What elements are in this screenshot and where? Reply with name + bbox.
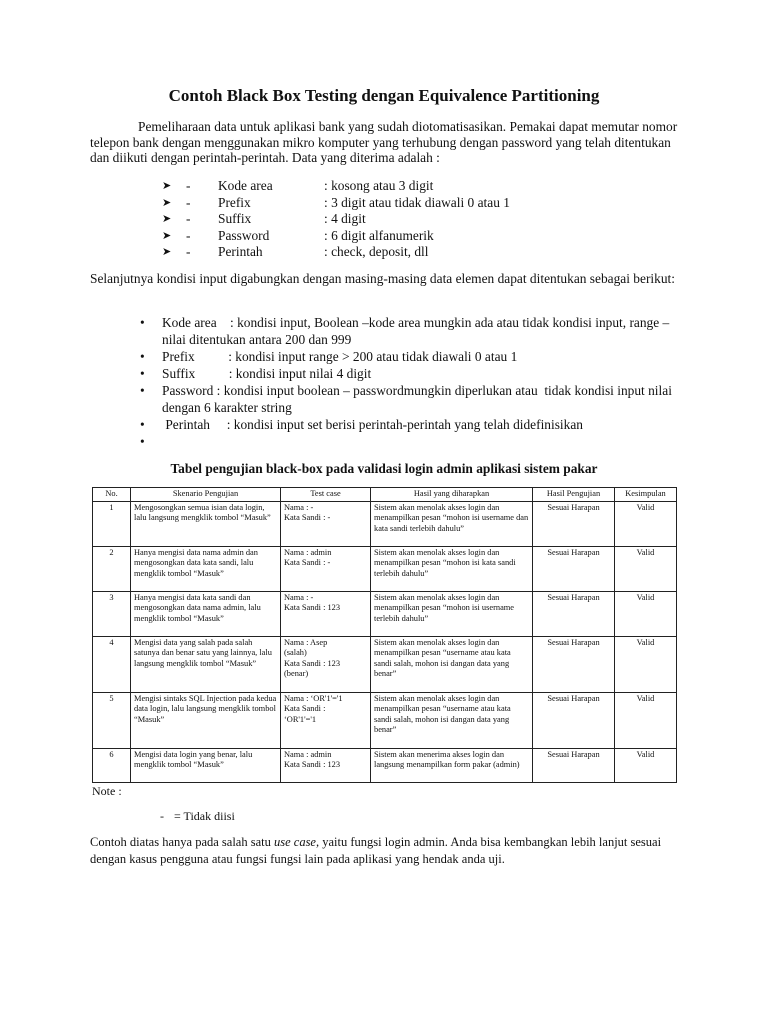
cell-hasil: Sesuai Harapan bbox=[533, 692, 615, 748]
note-label: Note : bbox=[92, 784, 122, 798]
arrow-bullet-icon: ➤ bbox=[162, 196, 172, 209]
cell-kesimpulan: Valid bbox=[615, 692, 677, 748]
item-key: Prefix bbox=[218, 194, 251, 210]
table-row bbox=[93, 591, 677, 636]
cell-harapan: Sistem akan menolak akses login dan menampilkan pesan “mohon isi username terlebih dahulu” bbox=[371, 591, 533, 636]
condition-text: Kode area : kondisi input, Boolean –kode area mungkin ada atau tidak kondisi input, range – nilai ditentukan antara 200 dan 999 bbox=[162, 315, 680, 347]
cell-skenario: Mengisi data login yang benar, lalu mengklik tombol “Masuk” bbox=[131, 748, 281, 782]
cell-hasil: Sesuai Harapan bbox=[533, 591, 615, 636]
cell-no: 6 bbox=[93, 748, 131, 782]
cell-skenario: Mengisi sintaks SQL Injection pada kedua data login, lalu langsung mengklik tombol “Masuk” bbox=[131, 692, 281, 748]
table-row bbox=[93, 748, 677, 782]
cell-harapan: Sistem akan menolak akses login dan menampilkan pesan “mohon isi kata sandi terlebih dahulu” bbox=[371, 546, 533, 591]
arrow-bullet-icon: ➤ bbox=[162, 213, 172, 226]
header-kesimpulan: Kesimpulan bbox=[615, 488, 677, 502]
cell-kesimpulan: Valid bbox=[615, 636, 677, 692]
item-value: : check, deposit, dll bbox=[324, 244, 429, 260]
item-dash: - bbox=[186, 211, 191, 227]
item-key: Password bbox=[218, 227, 270, 243]
item-dash: - bbox=[186, 194, 191, 210]
note-text: = Tidak diisi bbox=[174, 809, 235, 823]
cell-kesimpulan: Valid bbox=[615, 591, 677, 636]
conditions-intro-paragraph: Selanjutnya kondisi input digabungkan dengan masing-masing data elemen dapat ditentukan sebagai berikut: bbox=[90, 271, 675, 286]
closing-text-start: Contoh diatas hanya pada salah satu bbox=[90, 835, 274, 849]
intro-paragraph: Pemeliharaan data untuk aplikasi bank yang sudah diotomatisasikan. Pemakai dapat memutar nomor telepon bank dengan menggunakan mikro komputer yang terhubung dengan password yang telah ditentukan dan diikuti dengan perintah-perintah. Data yang diterima adalah : bbox=[90, 119, 678, 165]
cell-hasil: Sesuai Harapan bbox=[533, 546, 615, 591]
list-item bbox=[136, 433, 686, 450]
cell-test-case: Nama : Asep (salah) Kata Sandi : 123 (benar) bbox=[281, 636, 371, 692]
list-item bbox=[136, 416, 686, 433]
header-skenario: Skenario Pengujian bbox=[131, 488, 281, 502]
header-no: No. bbox=[93, 488, 131, 502]
condition-text: Perintah : kondisi input set berisi perintah-perintah yang telah didefinisikan bbox=[162, 417, 583, 432]
note-dash: - bbox=[160, 809, 164, 823]
closing-paragraph bbox=[90, 834, 680, 868]
table-row bbox=[93, 692, 677, 748]
arrow-bullet-icon: ➤ bbox=[162, 180, 172, 192]
cell-kesimpulan: Valid bbox=[615, 501, 677, 546]
header-harapan: Hasil yang diharapkan bbox=[371, 488, 533, 502]
cell-test-case: Nama : - Kata Sandi : 123 bbox=[281, 591, 371, 636]
table-row bbox=[93, 546, 677, 591]
closing-italic-term: use case, bbox=[273, 835, 320, 849]
page-title: Contoh Black Box Testing dengan Equivalence Partitioning bbox=[168, 86, 600, 105]
bullet-dot-icon: • bbox=[140, 417, 145, 432]
closing-text-end: yaitu fungsi login admin. Anda bisa kembangkan lebih lanjut sesuai dengan kasus pengguna atau fungsi fungsi lain pada aplikasi yang hendak anda uji. bbox=[90, 835, 662, 866]
cell-hasil: Sesuai Harapan bbox=[533, 501, 615, 546]
cell-skenario: Mengosongkan semua isian data login, lalu langsung mengklik tombol “Masuk” bbox=[131, 501, 281, 546]
cell-harapan: Sistem akan menerima akses login dan langsung menampilkan form pakar (admin) bbox=[371, 748, 533, 782]
condition-text: Prefix : kondisi input range > 200 atau tidak diawali 0 atau 1 bbox=[162, 349, 518, 364]
header-hasil: Hasil Pengujian bbox=[533, 488, 615, 502]
table-header-row bbox=[93, 488, 677, 502]
bullet-dot-icon: • bbox=[140, 434, 145, 449]
cell-hasil: Sesuai Harapan bbox=[533, 748, 615, 782]
item-value: : 6 digit alfanumerik bbox=[324, 227, 434, 243]
list-item bbox=[136, 365, 686, 382]
conditions-list bbox=[136, 314, 686, 450]
arrow-bullet-icon: ➤ bbox=[162, 246, 172, 259]
bullet-dot-icon: • bbox=[140, 383, 145, 398]
condition-text: Password : kondisi input boolean – passwordmungkin diperlukan atau tidak kondisi input nilai dengan 6 karakter string bbox=[162, 383, 676, 415]
cell-no: 1 bbox=[93, 501, 131, 546]
table-row bbox=[93, 636, 677, 692]
item-value: : 3 digit atau tidak diawali 0 atau 1 bbox=[324, 194, 510, 210]
cell-skenario: Mengisi data yang salah pada salah satunya dan benar satu yang lainnya, lalu langsung mengklik tombol “Masuk” bbox=[131, 636, 281, 692]
item-dash: - bbox=[186, 244, 191, 260]
cell-no: 4 bbox=[93, 636, 131, 692]
cell-harapan: Sistem akan menolak akses login dan menampilkan pesan “mohon isi username dan kata sandi terlebih dahulu” bbox=[371, 501, 533, 546]
cell-skenario: Hanya mengisi data kata sandi dan mengosongkan data nama admin, lalu mengklik tombol “Masuk” bbox=[131, 591, 281, 636]
cell-no: 5 bbox=[93, 692, 131, 748]
cell-test-case: Nama : admin Kata Sandi : - bbox=[281, 546, 371, 591]
bullet-dot-icon: • bbox=[140, 349, 145, 364]
cell-kesimpulan: Valid bbox=[615, 748, 677, 782]
item-dash: - bbox=[186, 178, 191, 193]
table-title: Tabel pengujian black-box pada validasi login admin aplikasi sistem pakar bbox=[170, 461, 598, 476]
cell-kesimpulan: Valid bbox=[615, 546, 677, 591]
item-dash: - bbox=[186, 227, 191, 243]
list-item bbox=[136, 382, 686, 416]
cell-test-case: Nama : - Kata Sandi : - bbox=[281, 501, 371, 546]
cell-test-case: Nama : admin Kata Sandi : 123 bbox=[281, 748, 371, 782]
table-row bbox=[93, 501, 677, 546]
condition-text: Suffix : kondisi input nilai 4 digit bbox=[162, 366, 372, 381]
cell-no: 2 bbox=[93, 546, 131, 591]
item-value: : kosong atau 3 digit bbox=[324, 178, 434, 193]
cell-test-case: Nama : ‘OR'1'='1 Kata Sandi : ‘OR'1'='1 bbox=[281, 692, 371, 748]
list-item bbox=[136, 314, 686, 348]
item-key: Suffix bbox=[218, 211, 252, 227]
item-key: Perintah bbox=[218, 244, 263, 260]
cell-hasil: Sesuai Harapan bbox=[533, 636, 615, 692]
header-test-case: Test case bbox=[281, 488, 371, 502]
cell-no: 3 bbox=[93, 591, 131, 636]
item-value: : 4 digit bbox=[324, 211, 366, 227]
cell-harapan: Sistem akan menolak akses login dan menampilkan pesan “username atau kata sandi salah, mohon isi dangan data yang benar” bbox=[371, 692, 533, 748]
cell-harapan: Sistem akan menolak akses login dan menampilkan pesan “username atau kata sandi salah, mohon isi dangan data yang benar” bbox=[371, 636, 533, 692]
bullet-dot-icon: • bbox=[140, 366, 145, 381]
bullet-dot-icon: • bbox=[140, 315, 145, 330]
arrow-bullet-icon: ➤ bbox=[162, 229, 172, 242]
item-key: Kode area bbox=[218, 178, 273, 193]
test-table bbox=[92, 487, 677, 783]
list-item bbox=[136, 348, 686, 365]
cell-skenario: Hanya mengisi data nama admin dan mengosongkan data kata sandi, lalu mengklik tombol “Masuk” bbox=[131, 546, 281, 591]
note-item bbox=[160, 809, 235, 824]
